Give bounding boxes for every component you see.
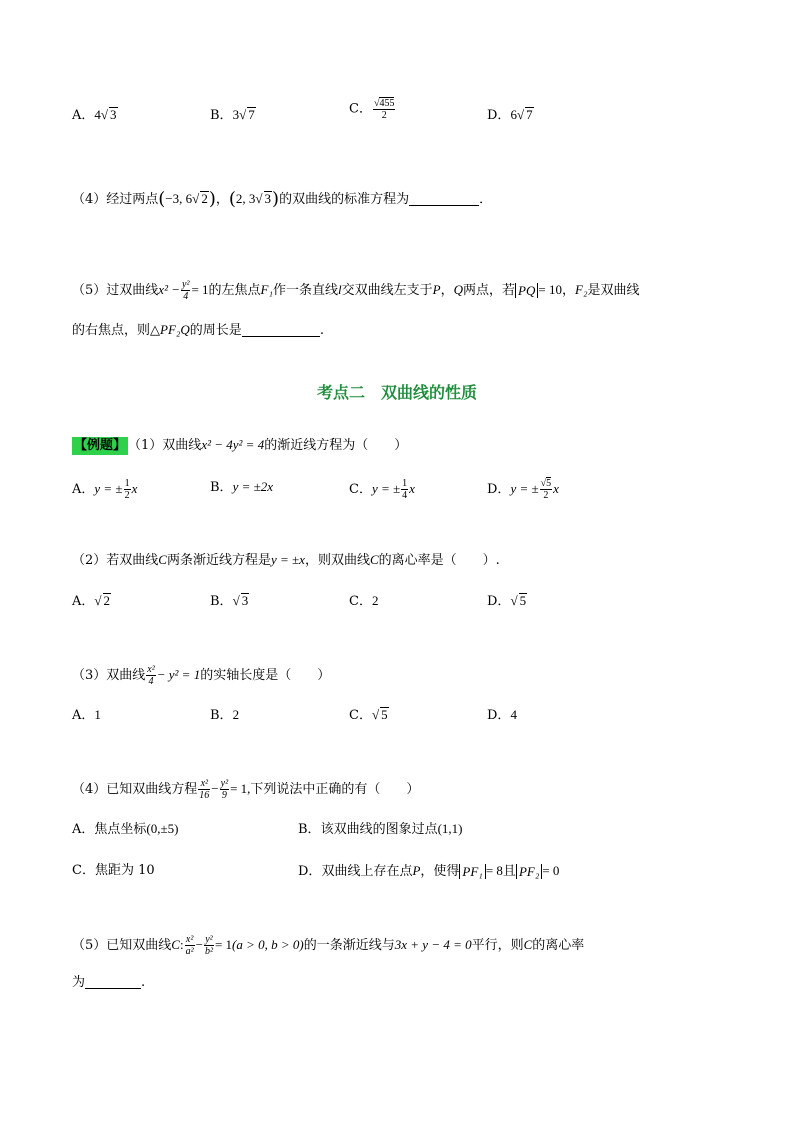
answer-blank[interactable] [85,988,141,989]
q3-option-d: D．4 [487,707,517,723]
option-c: C． $\frac{√455}{2}$ [349,98,395,121]
question-5-line-2: 的右焦点，则△PF₂Q的周长是 . [72,322,324,338]
option-a: A．4√ 3 [72,107,117,123]
q4-option-c: C．焦距为 10 [72,863,155,878]
example-question-3: （3）双曲线 $\frac{\text{x²}}{4}$ − y² = 1的实轴长度是（ ） [72,664,331,687]
q3-option-a: A．1 [72,707,101,723]
example-question-5: （5）已知双曲线C: $\frac{\text{x²}}{\text{a²}}$ − $\frac{\text{y²}}{\text{b²}}$ = 1(a > 0, b > 0)的一条渐近线与3x + y − 4 = 0平行，则C的离心率 [72,934,585,957]
q2-option-b: B．√ 3 [210,593,249,609]
q3-option-c: C．√ 5 [349,707,388,723]
answer-blank[interactable] [409,205,479,206]
answer-blank[interactable] [242,336,320,337]
q1-option-d: D．y = ± $\frac{√5}{2}$ x [487,478,559,501]
q2-option-d: D．√ 5 [487,593,527,609]
q3-option-b: B．2 [210,707,240,723]
section-title: 考点二 双曲线的性质 [316,383,477,402]
q1-option-c: C．y = ± $\frac{1}{4}$ x [349,478,415,501]
question-5-hyperbola-perimeter: （5）过双曲线x² − $\frac{\text{y²}}{4}$ = 1的左焦点F₁作一条直线l交双曲线左支于P，Q两点，若 PQ = 10，F₂是双曲线 [72,279,640,302]
option-d: D．6√ 7 [487,107,533,123]
q1-option-b: B．y = ±2x [210,479,274,495]
example-tag: 【例题】 [74,438,127,453]
q4-option-a: A．焦点坐标(0,±5) [72,821,179,837]
option-b: B．3√ 7 [210,107,255,123]
q4-option-d: D．双曲线上存在点P，使得 PF₁ = 8且 PF₂ = 0 [298,863,560,879]
example-question-5-line-2: 为 . [72,975,146,990]
example-question-1: 【例题】 （1）双曲线x² − 4y² = 4的渐近线方程为（ ） [74,437,408,453]
example-question-2: （2）若双曲线C两条渐近线方程是y = ±x，则双曲线C的离心率是（ ）. [72,552,500,568]
q1-option-a: A．y = ± $\frac{1}{2}$ x [72,478,138,501]
example-question-4: （4）已知双曲线方程 $\frac{\text{x²}}{16}$ − $\frac{\text{y²}}{9}$ = 1,下列说法中正确的有（ ） [72,778,420,801]
q2-option-a: A．√ 2 [72,593,111,609]
question-4-hyperbola-points: （4）经过两点(−3, 6√ 2)，(2, 3√ 3)的双曲线的标准方程为 ． [72,188,493,210]
q2-option-c: C．2 [349,593,379,609]
q4-option-b: B．该双曲线的图象过点(1,1) [298,821,463,837]
